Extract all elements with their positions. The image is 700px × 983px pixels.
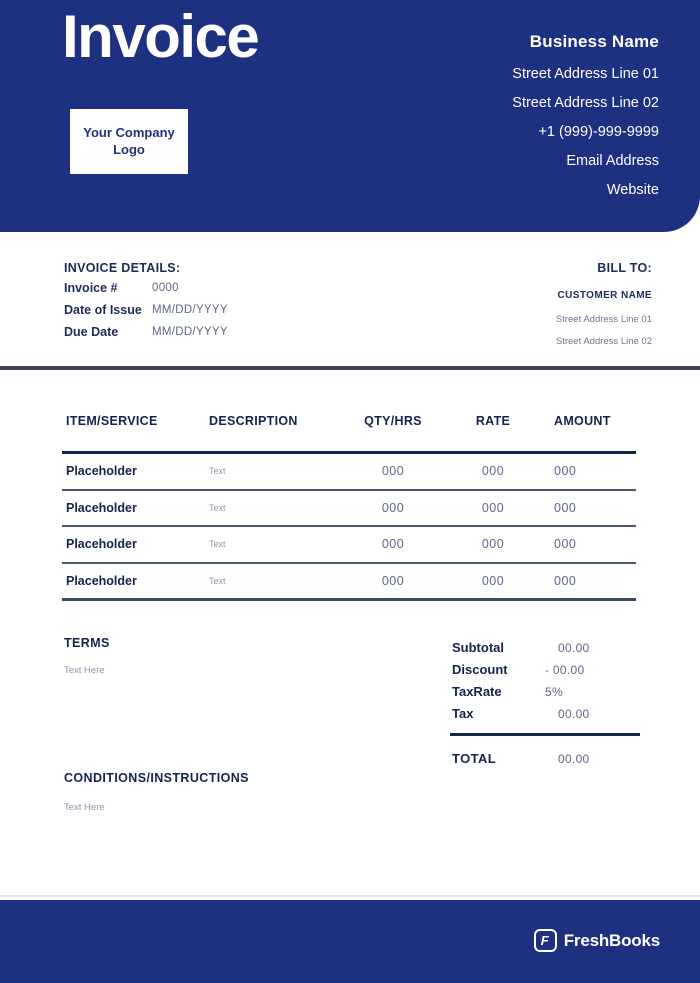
invoice-details-title: INVOICE DETAILS:	[64, 261, 181, 275]
date-of-issue-label: Date of Issue	[64, 303, 142, 317]
date-of-issue-row	[64, 299, 228, 321]
tax-rate-label: TaxRate	[452, 684, 502, 699]
freshbooks-wordmark: FreshBooks	[563, 930, 660, 950]
item-name: Placeholder	[66, 464, 137, 479]
business-website: Website	[606, 182, 659, 198]
item-amount: 000	[554, 464, 577, 479]
tax-value: 00.00	[558, 707, 590, 721]
terms-text: Text Here	[64, 665, 105, 676]
invoice-number-value: 0000	[152, 282, 179, 294]
company-logo-box	[70, 109, 188, 174]
due-date-value: MM/DD/YYYY	[152, 326, 228, 338]
total-value: 00.00	[558, 752, 590, 766]
discount-label: Discount	[452, 662, 508, 677]
line-items-table	[62, 454, 636, 601]
column-rate: RATE	[475, 414, 511, 428]
totals-section	[452, 637, 640, 725]
item-rate: 000	[481, 573, 505, 588]
discount-row	[452, 659, 640, 681]
invoice-details-rows	[64, 277, 228, 343]
footer-banner	[0, 900, 700, 983]
table-row	[62, 491, 636, 528]
item-description: Text	[209, 575, 226, 586]
business-phone-number: +1 (999)-999-9999	[538, 124, 659, 140]
customer-address-line-1: Street Address Line 01	[555, 314, 652, 325]
business-street-address-2: Street Address Line 02	[512, 95, 659, 111]
customer-name: CUSTOMER NAME	[557, 290, 652, 301]
item-amount: 000	[554, 573, 577, 588]
column-item-service: ITEM/SERVICE	[66, 414, 158, 428]
total-label: TOTAL	[452, 751, 497, 766]
table-row	[62, 564, 636, 602]
column-qty-hrs: QTY/HRS	[364, 414, 422, 428]
terms-title: TERMS	[64, 636, 110, 650]
tax-rate-value: 5%	[545, 685, 563, 699]
table-row	[62, 527, 636, 564]
date-of-issue-value: MM/DD/YYYY	[152, 304, 228, 316]
item-rate: 000	[481, 464, 505, 479]
line-items-header	[62, 414, 636, 428]
due-date-label: Due Date	[64, 325, 119, 339]
due-date-row	[64, 321, 228, 343]
totals-divider	[450, 733, 640, 736]
item-name: Placeholder	[66, 537, 137, 552]
item-description: Text	[209, 466, 226, 477]
item-rate: 000	[481, 537, 505, 552]
item-description: Text	[209, 502, 226, 513]
column-description: DESCRIPTION	[209, 414, 298, 428]
item-name: Placeholder	[66, 573, 137, 588]
business-email-address: Email Address	[566, 153, 659, 169]
invoice-number-label: Invoice #	[64, 281, 118, 295]
tax-rate-row	[452, 681, 640, 703]
bill-to-section	[556, 261, 652, 353]
item-qty: 000	[381, 573, 405, 588]
page-title: Invoice	[62, 3, 259, 70]
item-qty: 000	[381, 537, 405, 552]
conditions-text: Text Here	[64, 802, 105, 813]
subtotal-row	[452, 637, 640, 659]
item-rate: 000	[481, 500, 505, 515]
item-name: Placeholder	[66, 500, 137, 515]
customer-address-line-2: Street Address Line 02	[555, 336, 652, 347]
discount-value: - 00.00	[545, 663, 585, 677]
footer-divider	[0, 895, 700, 897]
subtotal-value: 00.00	[558, 641, 590, 655]
item-amount: 000	[554, 500, 577, 515]
item-qty: 000	[381, 464, 405, 479]
table-row	[62, 454, 636, 491]
subtotal-label: Subtotal	[452, 640, 504, 655]
business-street-address-1: Street Address Line 01	[512, 66, 659, 82]
invoice-number-row	[64, 277, 228, 299]
conditions-title: CONDITIONS/INSTRUCTIONS	[64, 771, 249, 785]
item-description: Text	[209, 539, 226, 550]
tax-label: Tax	[452, 706, 474, 721]
section-divider	[0, 366, 700, 370]
header-banner	[0, 0, 700, 232]
business-name: Business Name	[529, 32, 659, 51]
bill-to-title: BILL TO:	[597, 261, 652, 275]
company-logo-text: Your Company Logo	[83, 125, 175, 157]
item-qty: 000	[381, 500, 405, 515]
freshbooks-icon: F	[534, 929, 557, 952]
column-amount: AMOUNT	[554, 414, 611, 428]
freshbooks-logo[interactable]	[534, 929, 660, 952]
tax-row	[452, 703, 640, 725]
item-amount: 000	[554, 537, 577, 552]
business-info	[512, 32, 659, 205]
